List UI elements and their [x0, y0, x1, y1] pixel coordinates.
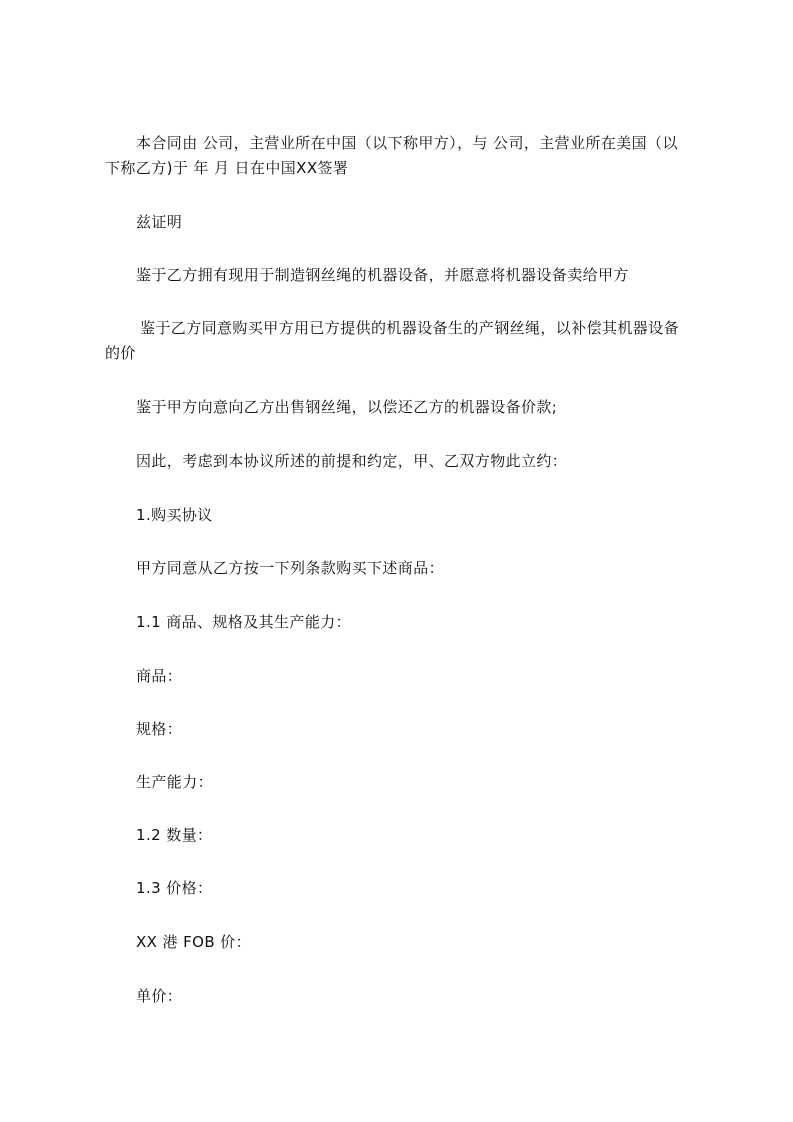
- paragraph-witness: 兹证明: [136, 213, 183, 231]
- section-heading-purchase: 1.购买协议: [136, 506, 213, 524]
- paragraph-whereas-1: 鉴于乙方拥有现用于制造钢丝绳的机器设备，并愿意将机器设备卖给甲方: [136, 266, 629, 284]
- field-goods: 商品：: [136, 667, 183, 685]
- clause-1-3-price: 1.3 价格：: [136, 879, 213, 897]
- clause-1-1: 1.1 商品、规格及其生产能力：: [136, 613, 352, 631]
- paragraph-whereas-2-line-2: 的价: [105, 344, 136, 362]
- field-unit-price: 单价：: [136, 987, 183, 1005]
- field-capacity: 生产能力：: [136, 773, 214, 791]
- paragraph-whereas-3: 鉴于甲方向意向乙方出售钢丝绳，以偿还乙方的机器设备价款;: [136, 398, 558, 416]
- paragraph-intro-line-1: 本合同由 公司，主营业所在中国（以下称甲方），与 公司，主营业所在美国（以: [136, 134, 678, 152]
- field-fob-price: XX 港 FOB 价：: [136, 933, 251, 951]
- paragraph-therefore: 因此，考虑到本协议所述的前提和约定，甲、乙双方物此立约：: [136, 452, 568, 470]
- clause-1-2-quantity: 1.2 数量：: [136, 826, 213, 844]
- paragraph-whereas-2-line-1: 鉴于乙方同意购买甲方用已方提供的机器设备生的产钢丝绳，以补偿其机器设备: [140, 319, 680, 337]
- paragraph-agreement: 甲方同意从乙方按一下列条款购买下述商品：: [136, 559, 445, 577]
- paragraph-intro-line-2: 下称乙方)于 年 月 日在中国XX签署: [105, 159, 349, 177]
- field-specification: 规格：: [136, 720, 183, 738]
